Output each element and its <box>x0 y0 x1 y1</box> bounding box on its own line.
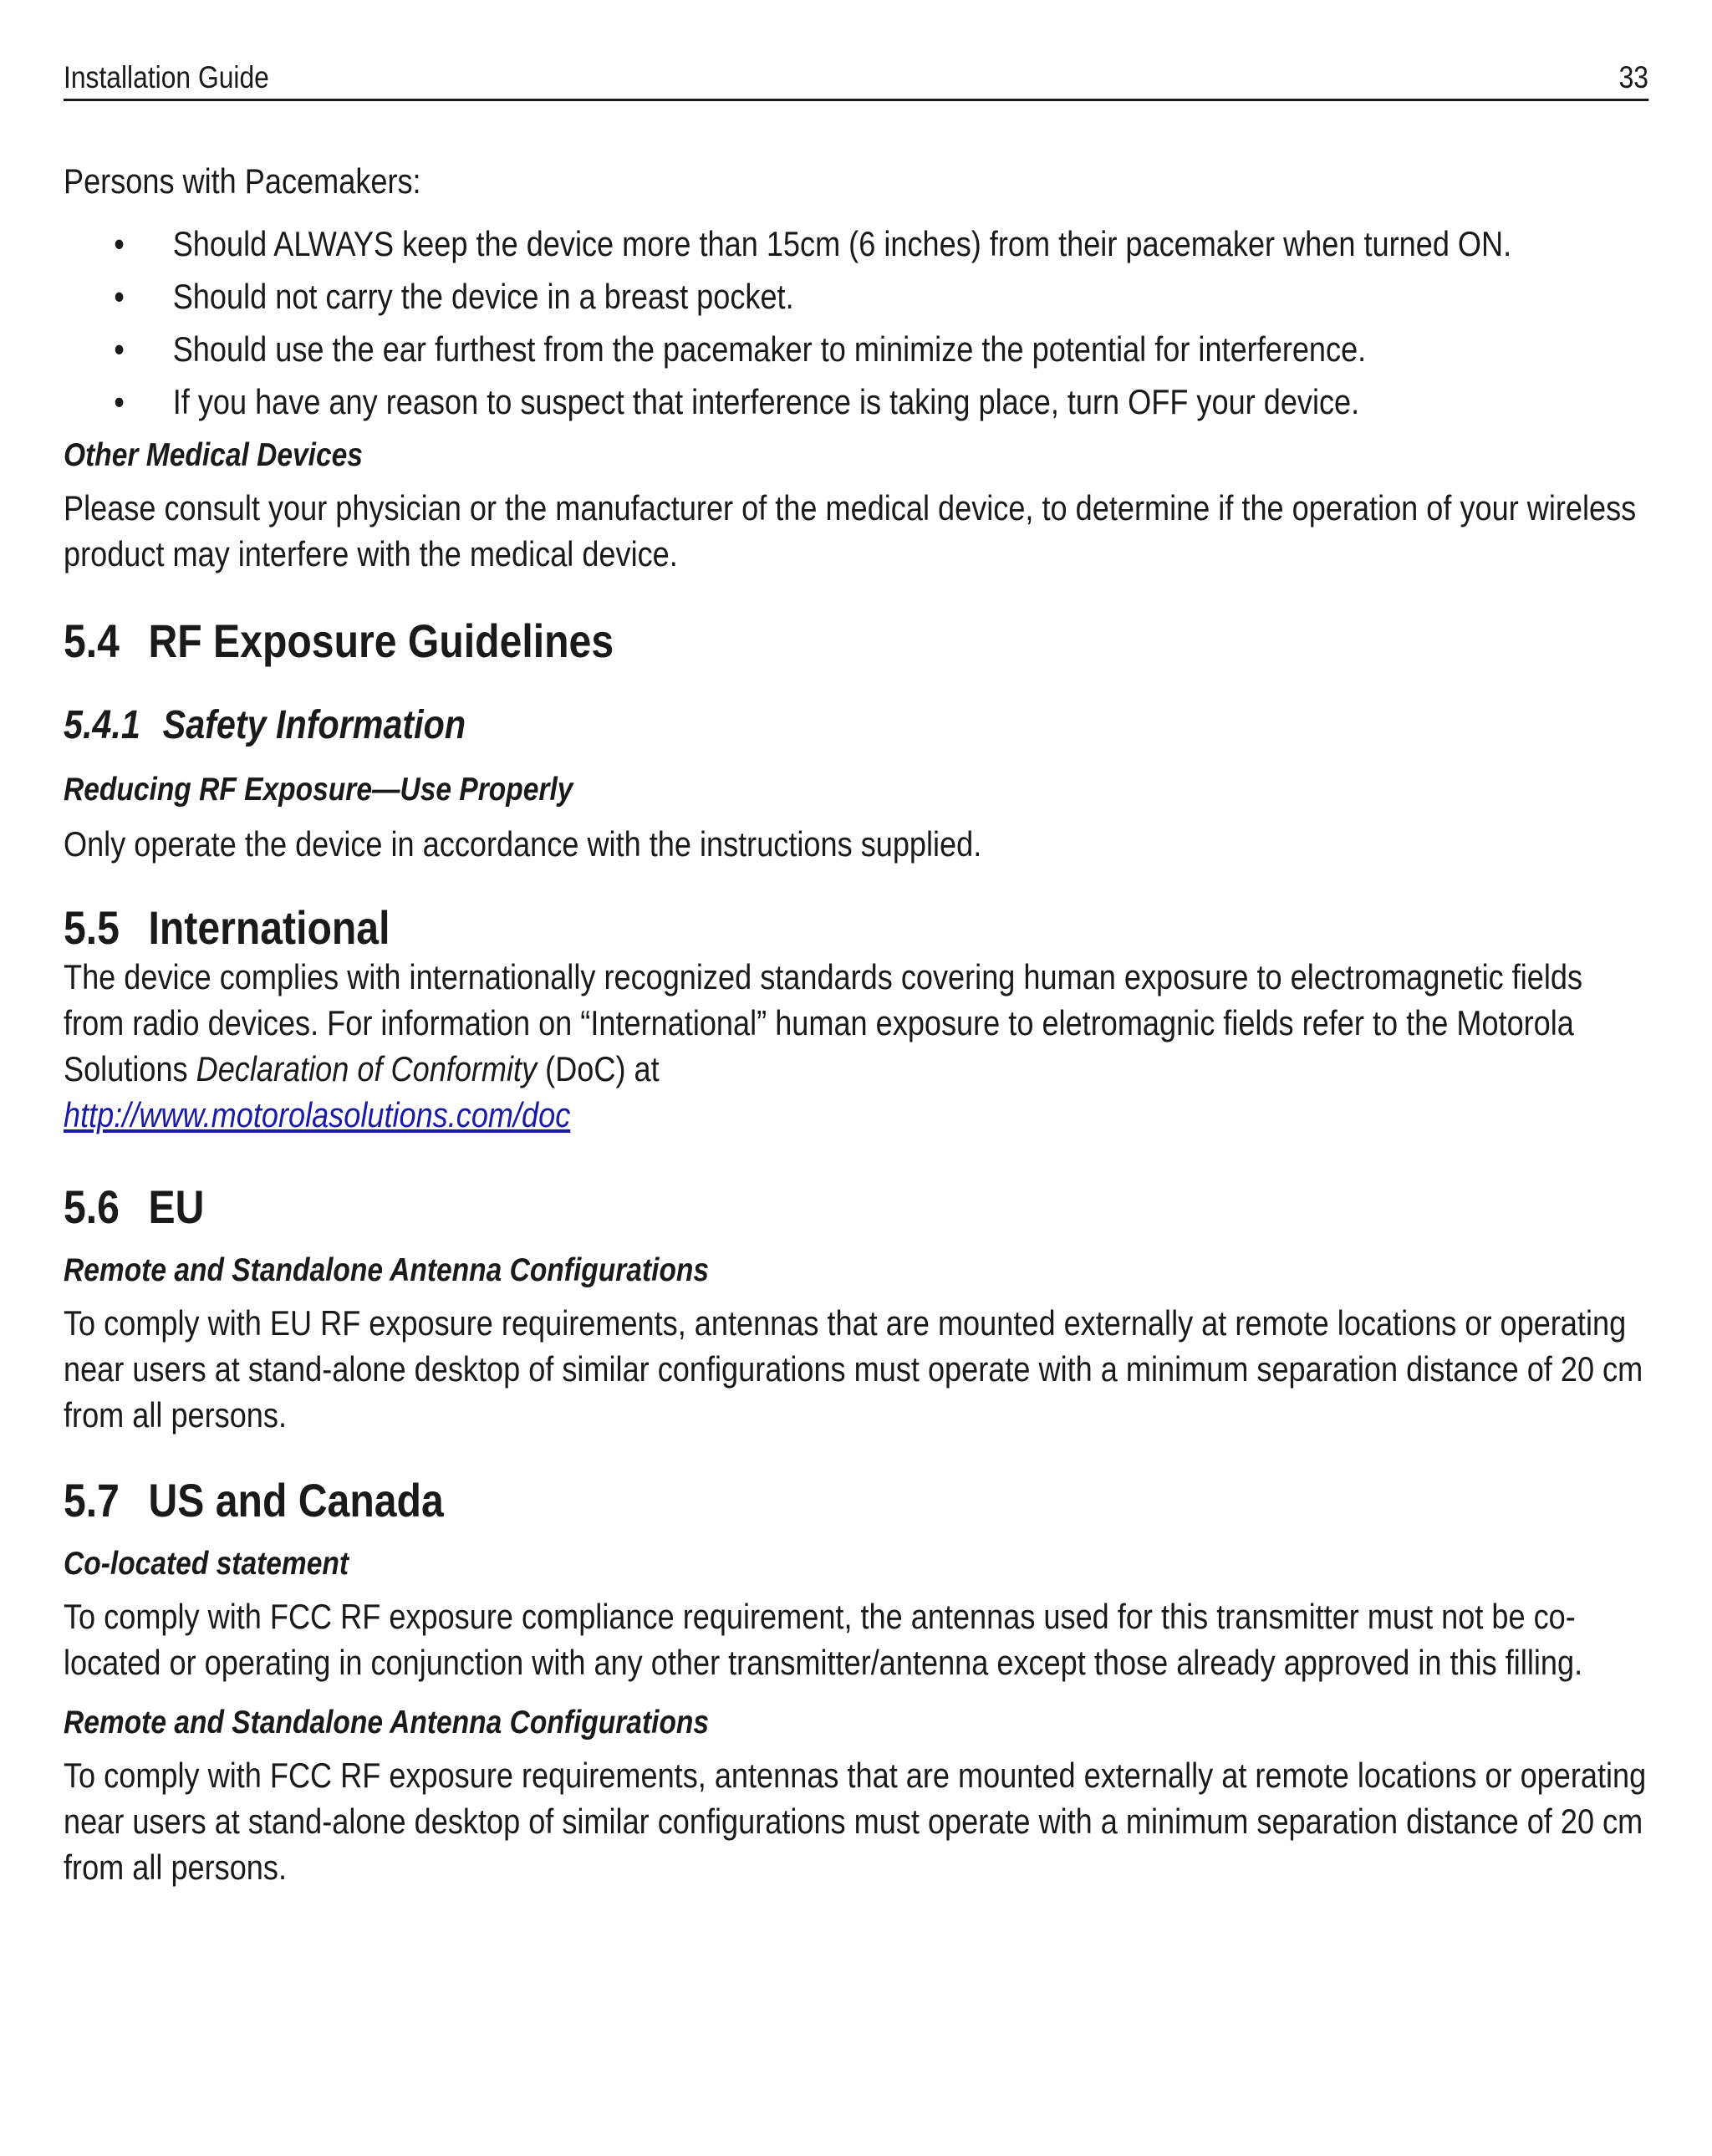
eu-antenna-heading: Remote and Standalone Antenna Configurations <box>64 1252 710 1288</box>
pacemakers-intro: Persons with Pacemakers: <box>64 161 421 201</box>
colocated-body: To comply with FCC RF exposure compliance requirement, the antennas used for this transmitter must not be co-located or operating in conjunction with any other transmitter/antenna except those already approved in this filling. <box>64 1597 1583 1682</box>
other-medical-body: Please consult your physician or the manufacturer of the medical device, to determine if the operation of your wireless product may interfere with the medical device. <box>64 488 1637 573</box>
page-number: 33 <box>1618 60 1649 94</box>
international-text: The device complies with internationally recognized standards covering human exposure to electromagnetic fields from radio devices. For information on “International” human exposure to eletromagnic fields refer to the Motorola Solutions <box>64 957 1583 1088</box>
international-text-end: (DoC) at <box>537 1049 660 1088</box>
list-item <box>64 221 1648 273</box>
reducing-rf-heading: Reducing RF Exposure—Use Properly <box>64 772 573 808</box>
other-medical-heading: Other Medical Devices <box>64 437 363 473</box>
running-header <box>64 54 1648 101</box>
international-body <box>64 954 1648 1092</box>
list-item-text: Should not carry the device in a breast pocket. <box>172 277 794 316</box>
bullet-icon: • <box>114 224 125 263</box>
doc-link[interactable]: http://www.motorolasolutions.com/doc <box>64 1095 571 1134</box>
section-5-4-1-heading <box>64 701 1648 751</box>
section-5-5-heading <box>64 899 1648 957</box>
document-page <box>64 54 1648 1890</box>
doc-title: Declaration of Conformity <box>196 1049 538 1088</box>
section-title: RF Exposure Guidelines <box>148 614 614 667</box>
pacemaker-bullet-list <box>64 221 1648 431</box>
section-5-6-heading <box>64 1178 1648 1236</box>
section-5-4-heading <box>64 612 1648 670</box>
list-item <box>64 379 1648 431</box>
document-title: Installation Guide <box>64 60 269 94</box>
section-number: 5.4 <box>64 614 120 667</box>
section-number: 5.6 <box>64 1180 120 1233</box>
subsection-title: Safety Information <box>162 703 466 747</box>
list-item-text: Should use the ear furthest from the pacemaker to minimize the potential for interference. <box>172 329 1367 369</box>
subsection-number: 5.4.1 <box>64 703 140 747</box>
section-title: EU <box>148 1180 205 1233</box>
us-antenna-heading: Remote and Standalone Antenna Configurations <box>64 1705 710 1741</box>
section-number: 5.5 <box>64 901 120 954</box>
section-title: US and Canada <box>148 1474 444 1527</box>
section-5-7-heading <box>64 1471 1648 1530</box>
list-item-text: Should ALWAYS keep the device more than 15cm (6 inches) from their pacemaker when turned ON. <box>172 224 1512 263</box>
list-item <box>64 273 1648 326</box>
reducing-rf-body: Only operate the device in accordance with the instructions supplied. <box>64 824 982 864</box>
us-antenna-body: To comply with FCC RF exposure requirements, antennas that are mounted externally at remote locations or operating near users at stand-alone desktop of similar configurations must operate with a minimum separation distance of 20 cm from all persons. <box>64 1756 1647 1887</box>
section-number: 5.7 <box>64 1474 120 1527</box>
bullet-icon: • <box>114 382 125 421</box>
list-item-text: If you have any reason to suspect that interference is taking place, turn OFF your device. <box>172 382 1360 421</box>
section-title: International <box>148 901 390 954</box>
bullet-icon: • <box>114 277 125 316</box>
page-content <box>64 54 1648 1890</box>
eu-antenna-body: To comply with EU RF exposure requirements, antennas that are mounted externally at remote locations or operating near users at stand-alone desktop of similar configurations must operate with a minimum separation distance of 20 cm from all persons. <box>64 1303 1643 1435</box>
bullet-icon: • <box>114 329 125 369</box>
list-item <box>64 326 1648 379</box>
colocated-heading: Co-located statement <box>64 1546 349 1582</box>
